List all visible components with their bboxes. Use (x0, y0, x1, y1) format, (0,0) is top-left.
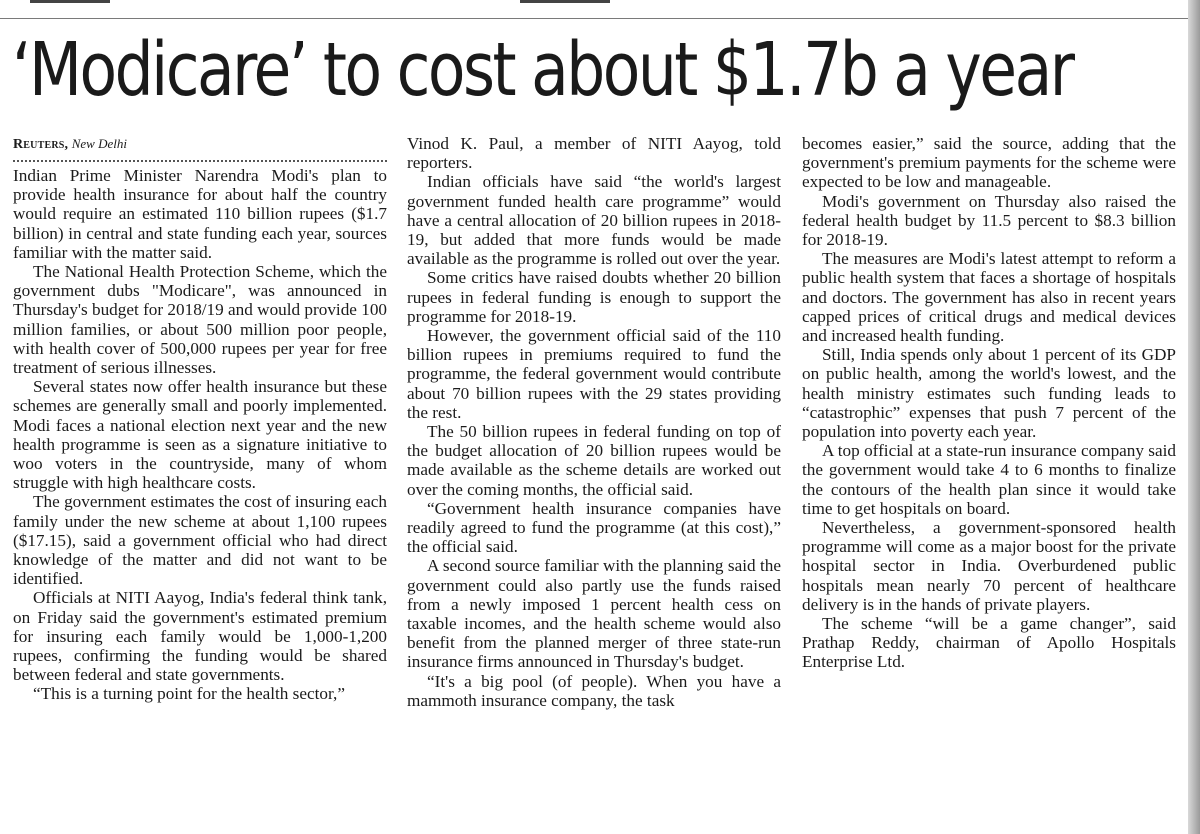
paragraph: Officials at NITI Aayog, India's federal think tank, on Friday said the government's estimated premium for insuring each family would be 1,000-1,200 rupees, confirming the funding would be shared between federal and state governments. (13, 588, 387, 685)
byline-place: New Delhi (71, 136, 127, 151)
paragraph: The government estimates the cost of insuring each family under the new scheme at about 1,100 rupees ($17.15), said a government official who had direct knowledge of the matter and did not want to be identified. (13, 492, 387, 589)
top-rule-stub (520, 0, 610, 3)
paragraph: Several states now offer health insurance but these schemes are generally small and poorly implemented. Modi faces a national election next year and the new health programme is seen as a signature initiative to woo voters in the countryside, many of whom struggle with high healthcare costs. (13, 377, 387, 493)
paragraph: Modi's government on Thursday also raised the federal health budget by 11.5 percent to $8.3 billion for 2018-19. (802, 191, 1176, 250)
paragraph: A top official at a state-run insurance company said the government would take 4 to 6 months to finalize the contours of the health plan since it would take time to get hospitals on board. (802, 441, 1176, 518)
paragraph: “This is a turning point for the health sector,” (33, 684, 345, 704)
paragraph: “Government health insurance companies have readily agreed to fund the programme (at this cost),” the official said. (407, 498, 781, 557)
paragraph: Some critics have raised doubts whether 20 billion rupees in federal funding is enough to support the programme for 2018-19. (407, 268, 781, 326)
paragraph: However, the government official said of the 110 billion rupees in premiums required to fund the programme, the federal government would contribute about 70 billion rupees with the 29 states providing the rest. (407, 326, 781, 422)
paragraph: A second source familiar with the planning said the government could also partly use the funds raised from a newly imposed 1 percent health cess on taxable incomes, and the health scheme would also benefit from the planned merger of three state-run insurance firms announced in Thursday's budget. (407, 556, 781, 672)
page-top-rule (0, 0, 1200, 19)
paragraph: Still, India spends only about 1 percent of its GDP on public health, among the world's lowest, and the health ministry estimates such funding leads to “catastrophic” expenses that push 7 percent of the population into poverty each year. (802, 345, 1176, 442)
article-column-3 (802, 134, 1176, 672)
article-column-1 (13, 134, 387, 704)
article-column-2 (407, 134, 781, 710)
paragraph: Indian Prime Minister Narendra Modi's plan to provide health insurance for about half the country would require an estimated 110 billion rupees ($1.7 billion) in central and state funding each year, sources familiar with the matter said. (13, 166, 387, 262)
paragraph: The National Health Protection Scheme, which the government dubs "Modicare", was announced in Thursday's budget for 2018/19 and would provide 100 million families, or about 500 million poor people, with health cover of 500,000 rupees per year for free treatment of serious illnesses. (13, 262, 388, 378)
byline (13, 134, 387, 162)
paragraph: The 50 billion rupees in federal funding on top of the budget allocation of 20 billion rupees would be made available as the scheme details are worked out over the coming months, the official said. (407, 422, 781, 499)
paragraph: becomes easier,” said the source, adding that the government's premium payments for the scheme were expected to be low and manageable. (802, 134, 1176, 192)
page-edge-shadow (1188, 0, 1200, 834)
paragraph: Vinod K. Paul, a member of NITI Aayog, told reporters. (407, 134, 781, 173)
byline-agency: Reuters, (13, 137, 69, 152)
paragraph: Indian officials have said “the world's largest government funded health care programme” would have a central allocation of 20 billion rupees in 2018-19, but added that more funds would be made available as the programme is rolled out over the year. (407, 172, 781, 269)
paragraph: The measures are Modi's latest attempt to reform a public health system that faces a shortage of hospitals and doctors. The government has also in recent years capped prices of critical drugs and medical devices and increased health funding. (802, 249, 1176, 346)
top-rule-stub (30, 0, 110, 3)
paragraph: “It's a big pool (of people). When you have a mammoth insurance company, the task (407, 671, 781, 710)
paragraph: The scheme “will be a game changer”, said Prathap Reddy, chairman of Apollo Hospitals Enterprise Ltd. (802, 614, 1176, 672)
headline: ‘Modicare’ to cost about $1.7b a year (12, 27, 1073, 113)
paragraph: Nevertheless, a government-sponsored health programme will come as a major boost for the private hospital sector in India. Overburdened public hospitals mean nearly 70 percent of healthcare delivery is in the hands of private players. (802, 518, 1176, 614)
